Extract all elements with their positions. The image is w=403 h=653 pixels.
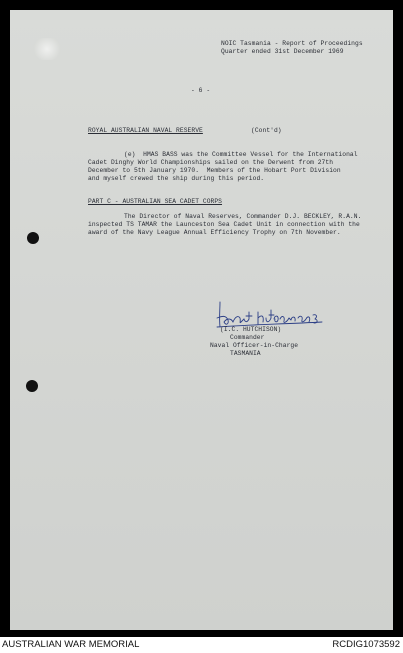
para-e-line-4: and myself crewed the ship during this period.: [88, 175, 265, 182]
para-e-line-2: Cadet Dinghy World Championships sailed on the Derwent from 27th: [88, 159, 334, 166]
page-number: - 6 -: [191, 87, 211, 94]
document-page: [10, 10, 393, 630]
section-heading-ran-reserve: ROYAL AUSTRALIAN NAVAL RESERVE: [88, 127, 203, 134]
archive-id: RCDIG1073592: [332, 639, 400, 650]
para-e-line-1: (e) HMAS BASS was the Committee Vessel for the International: [124, 151, 358, 158]
signatory-role: Naval Officer-in-Charge: [210, 342, 299, 349]
section-heading-contd: (Cont'd): [251, 127, 282, 134]
header-line-2: Quarter ended 31st December 1969: [221, 48, 344, 55]
para-cadet-line-1: The Director of Naval Reserves, Commander D.J. BECKLEY, R.A.N.: [124, 213, 362, 220]
para-cadet-line-2: inspected TS TAMAR the Launceston Sea Cadet Unit in connection with the: [88, 221, 360, 228]
para-e-line-3: December to 5th January 1970. Members of the Hobart Port Division: [88, 167, 341, 174]
signatory-location: TASMANIA: [230, 350, 261, 357]
section-heading-cadet: PART C - AUSTRALIAN SEA CADET CORPS: [88, 198, 223, 205]
signatory-name: (I.C. HUTCHISON): [220, 326, 282, 333]
paper-smudge: [32, 38, 62, 60]
signatory-rank: Commander: [230, 334, 265, 341]
header-line-1: NOIC Tasmania - Report of Proceedings: [221, 40, 363, 47]
punch-hole-top: [27, 232, 39, 244]
archive-source: AUSTRALIAN WAR MEMORIAL: [2, 639, 140, 650]
archive-footer: [0, 637, 403, 653]
para-cadet-line-3: award of the Navy League Annual Efficiency Trophy on 7th November.: [88, 229, 341, 236]
punch-hole-bottom: [26, 380, 38, 392]
